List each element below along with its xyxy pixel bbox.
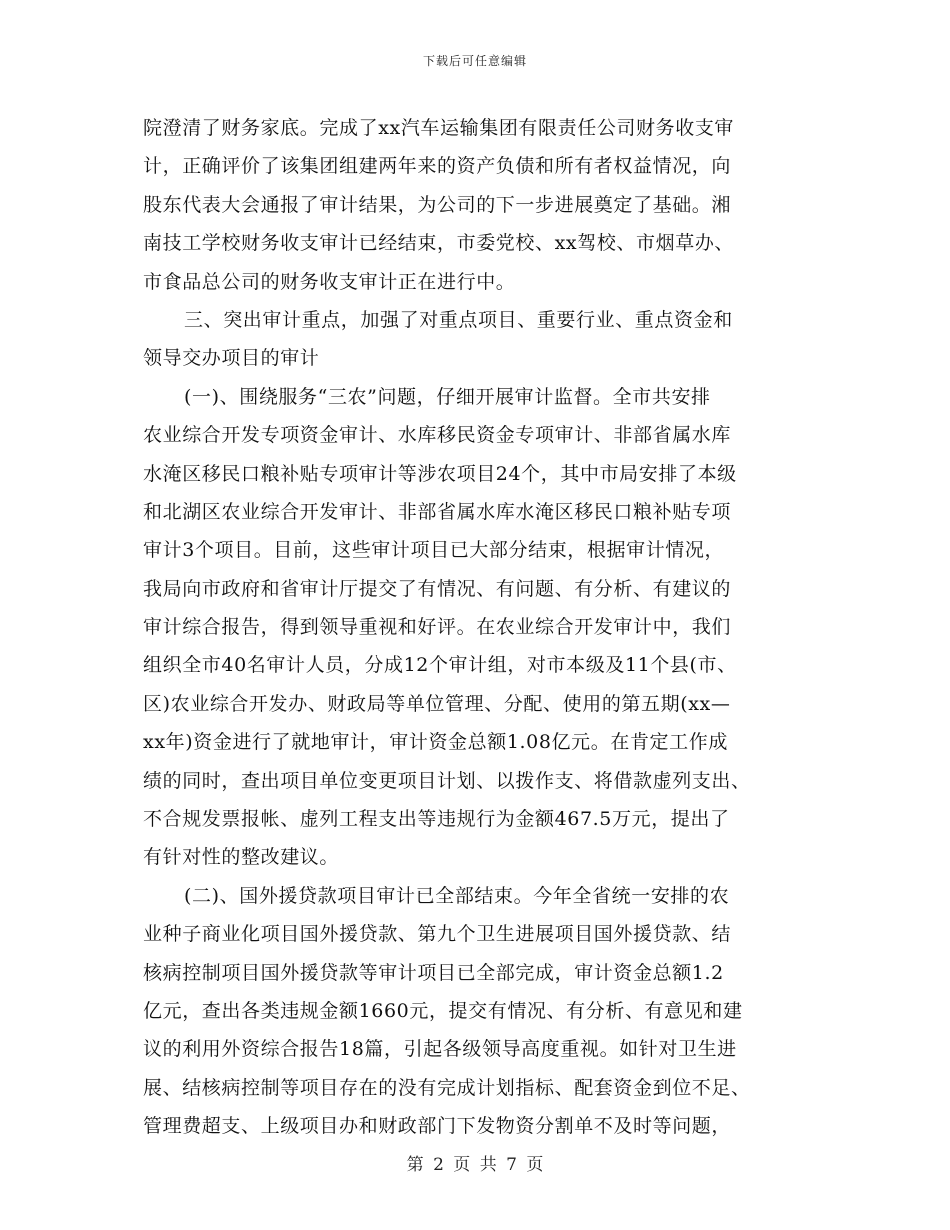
- text-line: 南技工学校财务收支审计已经结束，市委党校、xx驾校、市烟草办、: [143, 232, 735, 255]
- section-heading-line: 领导交办项目的审计: [143, 347, 320, 370]
- text-line: 不合规发票报帐、虚列工程支出等违规行为金额467.5万元，提出了: [143, 808, 730, 831]
- text-line: 和北湖区农业综合开发审计、非部省属水库水淹区移民口粮补贴专项: [143, 500, 732, 523]
- text-line: 亿元，查出各类违规金额1660元，提交有情况、有分析、有意见和建: [143, 999, 743, 1022]
- text-line: 股东代表大会通报了审计结果，为公司的下一步进展奠定了基础。湘: [143, 193, 732, 216]
- text-line: 审计3个项目。目前，这些审计项目已大部分结束，根据审计情况，: [143, 539, 725, 562]
- text-line: 核病控制项目国外援贷款等审计项目已全部完成，审计资金总额1.2: [143, 961, 724, 984]
- text-line: 组织全市40名审计人员，分成12个审计组，对市本级及11个县(市、: [143, 654, 737, 677]
- text-line: 水淹区移民口粮补贴专项审计等涉农项目24个，其中市局安排了本级: [143, 462, 737, 485]
- text-line: 展、结核病控制等项目存在的没有完成计划指标、配套资金到位不足、: [143, 1076, 751, 1099]
- text-line: 有针对性的整改建议。: [143, 846, 340, 869]
- section-heading-line: 三、突出审计重点，加强了对重点项目、重要行业、重点资金和: [184, 308, 733, 331]
- text-line: 市食品总公司的财务收支审计正在进行中。: [143, 270, 516, 293]
- text-line: 议的利用外资综合报告18篇，引起各级领导高度重视。如针对卫生进: [143, 1038, 737, 1061]
- page-number-footer: 第 2 页 共 7 页: [406, 1155, 544, 1175]
- paragraph-start-line: (二)、国外援贷款项目审计已全部结束。今年全省统一安排的农: [184, 884, 730, 907]
- text-line: 我局向市政府和省审计厅提交了有情况、有问题、有分析、有建议的: [143, 577, 732, 600]
- document-body: [143, 109, 803, 1146]
- text-line: 管理费超支、上级项目办和财政部门下发物资分割单不及时等问题，: [143, 1115, 732, 1138]
- text-line: 农业综合开发专项资金审计、水库移民资金专项审计、非部省属水库: [143, 424, 732, 447]
- text-line: 绩的同时，查出项目单位变更项目计划、以拨作支、将借款虚列支出、: [143, 769, 751, 792]
- text-line: 院澄清了财务家底。完成了xx汽车运输集团有限责任公司财务收支审: [143, 117, 735, 139]
- page-header: 下载后可任意编辑: [422, 54, 527, 68]
- text-line: 业种子商业化项目国外援贷款、第九个卫生进展项目国外援贷款、结: [143, 923, 732, 946]
- text-line: 区)农业综合开发办、财政局等单位管理、分配、使用的第五期(xx—: [143, 692, 731, 715]
- text-line: 计，正确评价了该集团组建两年来的资产负债和所有者权益情况，向: [143, 155, 732, 178]
- text-line: xx年)资金进行了就地审计，审计资金总额1.08亿元。在肯定工作成: [143, 731, 728, 754]
- text-line: 审计综合报告，得到领导重视和好评。在农业综合开发审计中，我们: [143, 616, 732, 639]
- paragraph-start-line: (一)、围绕服务“三农”问题，仔细开展审计监督。全市共安排: [184, 385, 711, 408]
